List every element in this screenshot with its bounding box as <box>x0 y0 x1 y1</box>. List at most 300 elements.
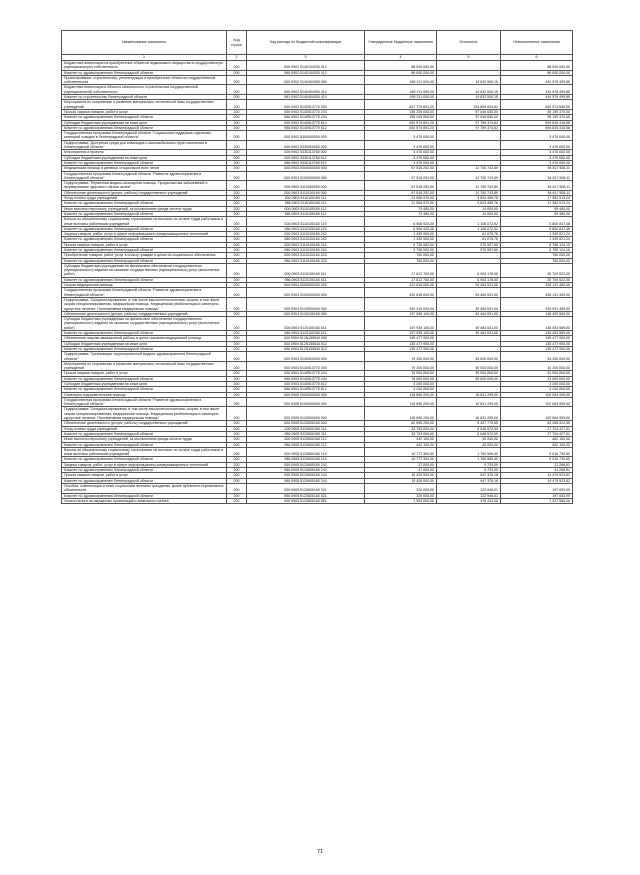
row-budget-code: 986 0903 5110100160 111 <box>247 201 365 206</box>
row-budget-code: 000 0903 5110100160 611 <box>247 263 365 277</box>
row-approved: 343 416 000,00 <box>365 297 437 311</box>
column-number: 6 <box>501 55 573 61</box>
row-line-code: 200 <box>227 258 247 263</box>
row-line-code: 200 <box>227 211 247 216</box>
row-approved: 37 000,00 <box>365 468 437 473</box>
row-executed: - <box>437 70 501 75</box>
table-row <box>62 201 573 206</box>
row-executed: 154 805 004,62 <box>437 100 501 110</box>
row-remaining: 88 000 000,00 <box>501 70 573 75</box>
table-row <box>62 437 573 442</box>
row-executed: 5 733,09 <box>437 462 501 467</box>
table-row <box>62 206 573 211</box>
row-budget-code: 000 0905 5120600160 111 <box>247 426 365 431</box>
row-line-code: 200 <box>227 155 247 160</box>
row-remaining: 102 064 905,00 <box>501 397 573 407</box>
row-budget-code: 000 0905 5120600160 321 <box>247 483 365 493</box>
row-budget-code: 986 0904 512N155540 612 <box>247 346 365 351</box>
row-budget-code: 000 0902 5140404300 414 <box>247 85 365 95</box>
row-approved: 3 200 000,00 <box>365 387 437 392</box>
row-budget-code: 986 0904 5140513770 244 <box>247 376 365 381</box>
row-approved: 10 777 300,00 <box>365 447 437 457</box>
row-remaining: 3 470 000,00 <box>501 140 573 150</box>
row-line-code: 200 <box>227 498 247 503</box>
row-line-code: 200 <box>227 100 247 110</box>
row-approved: 145 477 900,00 <box>365 341 437 346</box>
row-name: Иные выплаты персоналу учреждений, за исключением фонда оплаты труда <box>62 437 227 442</box>
row-budget-code: 986 0905 5120600160 242 <box>247 468 365 473</box>
row-executed: 475 434,00 <box>437 498 501 503</box>
row-remaining: 1 349 821,24 <box>501 232 573 237</box>
row-budget-code: 000 0903 5100000000 000 <box>247 171 365 181</box>
column-number: 2 <box>227 55 247 61</box>
row-name: Государственная программа Ленинградской области "Социальная поддержка отдельных категорий граждан в Ленинградской области" <box>62 131 227 141</box>
row-name: Подпрограмма "Первичная медико-санитарная помощь. Профилактика заболеваний и формирование здорового образа жизни" <box>62 181 227 191</box>
row-budget-code: 986 0905 5120600160 321 <box>247 493 365 498</box>
row-line-code: 200 <box>227 181 247 191</box>
row-approved: 320 000,00 <box>365 483 437 493</box>
row-approved: 76 000 000,00 <box>365 376 437 381</box>
column-number: 1 <box>62 55 227 61</box>
row-budget-code: 000 0905 5120600160 119 <box>247 447 365 457</box>
header-budget-code: Код расхода по бюджетной классификации <box>247 31 365 55</box>
row-approved: 847 779 691,20 <box>365 100 437 110</box>
row-executed: 14 632 500,15 <box>437 85 501 95</box>
row-remaining: 3 200 000,00 <box>501 387 573 392</box>
row-line-code: 200 <box>227 352 247 362</box>
row-line-code: 200 <box>227 150 247 155</box>
row-approved: 33 753 000,00 <box>365 426 437 431</box>
row-name: Обеспечение деятельности (услуги, работы) государственных учреждений <box>62 311 227 316</box>
row-name: Комитет по здравоохранению Ленинградской области <box>62 70 227 75</box>
row-executed: 1 760 569,40 <box>437 457 501 462</box>
row-name: Прочая закупка товаров, работ и услуг <box>62 109 227 114</box>
row-name: Субсидии бюджетным учреждениям на иные цели <box>62 341 227 346</box>
row-approved: 10 777 300,00 <box>365 457 437 462</box>
row-budget-code: 000 0905 5120600160 244 <box>247 473 365 478</box>
row-line-code: 200 <box>227 376 247 381</box>
table-row <box>62 190 573 195</box>
row-remaining: 1 427 566,00 <box>501 498 573 503</box>
row-budget-code: 000 0904 5140513770 244 <box>247 371 365 376</box>
row-executed: 12 700 743,89 <box>437 190 501 195</box>
table-row <box>62 217 573 227</box>
row-budget-code: 000 0905 5120600160 000 <box>247 421 365 426</box>
row-approved: 750 000,00 <box>365 253 437 258</box>
row-line-code: 200 <box>227 397 247 407</box>
row-remaining: 3 470 000,00 <box>501 155 573 160</box>
row-line-code: 200 <box>227 196 247 201</box>
row-name: Комитет по здравоохранению Ленинградской области <box>62 346 227 351</box>
table-row <box>62 468 573 473</box>
row-budget-code: 000 0903 5110100160 111 <box>247 196 365 201</box>
row-approved: 62 696 200,00 <box>365 421 437 426</box>
row-name: Субсидии бюджетным учреждениям на иные цели <box>62 382 227 387</box>
row-line-code: 200 <box>227 283 247 288</box>
row-name: Комитет по здравоохранению Ленинградской области <box>62 457 227 462</box>
row-executed: 49 484 531,00 <box>437 331 501 336</box>
row-executed: 40 000,00 <box>437 442 501 447</box>
row-line-code: 200 <box>227 237 247 242</box>
column-number: 4 <box>365 55 437 61</box>
row-approved: 145 477 900,00 <box>365 336 437 341</box>
row-line-code: 200 <box>227 387 247 392</box>
row-executed: - <box>437 258 501 263</box>
row-line-code: 200 <box>227 61 247 71</box>
table-row <box>62 288 573 298</box>
row-name: Прочая закупка товаров, работ и услуг <box>62 242 227 247</box>
row-budget-code: 000 0904 5100000000 000 <box>247 288 365 298</box>
row-line-code: 200 <box>227 160 247 165</box>
row-approved: 118 696 200,00 <box>365 407 437 421</box>
row-budget-code: 986 0903 5110100160 112 <box>247 211 365 216</box>
row-name: Комитет по здравоохранению Ленинградской области <box>62 211 227 216</box>
row-name: Мероприятия по сохранению и развитию материально-технической базы государственных учреждений <box>62 361 227 371</box>
row-approved: 422 616 000,00 <box>365 283 437 288</box>
row-budget-code: 000 0904 0000000000 000 <box>247 283 365 288</box>
row-approved: 73 480,00 <box>365 211 437 216</box>
row-remaining: 328 131 469,00 <box>501 283 573 288</box>
row-name: Прочая закупка товаров, работ и услуг <box>62 371 227 376</box>
row-budget-code: 000 0904 5140000000 000 <box>247 352 365 362</box>
row-line-code: 200 <box>227 171 247 181</box>
row-remaining: 31 266,91 <box>501 468 573 473</box>
row-budget-code: 000 0905 5120600160 851 <box>247 498 365 503</box>
row-remaining: 402 100,00 <box>501 442 573 447</box>
row-line-code: 200 <box>227 131 247 141</box>
row-approved: 3 470 000,00 <box>365 160 437 165</box>
row-approved: 1 903 000,00 <box>365 498 437 503</box>
row-line-code: 200 <box>227 392 247 397</box>
row-remaining: 5 800 847,48 <box>501 217 573 227</box>
row-budget-code: 000 0902 5330113760 612 <box>247 155 365 160</box>
table-row <box>62 100 573 110</box>
row-name: Субсидии бюджетным учреждениям на финансовое обеспечение государственного (муниципального) задания на оказание государственных (муниципальных) услуг (выполнение работ) <box>62 263 227 277</box>
row-approved: 145 477 900,00 <box>365 346 437 351</box>
row-remaining: 27 704 427,01 <box>501 431 573 436</box>
row-executed: 49 484 531,00 <box>437 317 501 331</box>
table-row <box>62 447 573 457</box>
row-approved: 422 616 000,00 <box>365 288 437 298</box>
row-executed: - <box>437 387 501 392</box>
row-executed: - <box>437 150 501 155</box>
row-line-code: 200 <box>227 407 247 421</box>
row-approved: 6 908 920,00 <box>365 226 437 231</box>
row-budget-code: 986 0905 5120600160 111 <box>247 431 365 436</box>
row-name: Закупка товаров, работ, услуг в сфере информационно-коммуникационных технологий <box>62 462 227 467</box>
row-budget-code: 000 0904 5120000000 000 <box>247 297 365 311</box>
row-budget-code: 000 0902 5140513770 000 <box>247 100 365 110</box>
row-approved: 37 000,00 <box>365 462 437 467</box>
row-line-code: 200 <box>227 331 247 336</box>
row-line-code: 200 <box>227 336 247 341</box>
row-executed: 49 484 531,00 <box>437 311 501 316</box>
row-executed: 3 623 456,76 <box>437 201 501 206</box>
row-budget-code: 000 0903 5110100160 119 <box>247 217 365 227</box>
row-name: Иные выплаты персоналу учреждений, за исключением фонда оплаты труда <box>62 206 227 211</box>
row-executed: 970 957,85 <box>437 247 501 252</box>
row-executed: - <box>437 341 501 346</box>
row-approved: 15 426 900,00 <box>365 478 437 483</box>
row-executed: 122 946,01 <box>437 483 501 493</box>
row-approved: 27 612 700,00 <box>365 263 437 277</box>
row-executed: - <box>437 382 501 387</box>
row-budget-code: 986 0902 5140513770 612 <box>247 125 365 130</box>
row-budget-code: 000 0904 5140513770 000 <box>247 361 365 371</box>
row-executed: - <box>437 131 501 141</box>
row-budget-code: 000 0904 512N155540 612 <box>247 341 365 346</box>
row-approved: 118 696 200,00 <box>365 392 437 397</box>
row-name: Субсидии бюджетным учреждениям на иные цели <box>62 155 227 160</box>
row-executed: 94 484 531,00 <box>437 283 501 288</box>
row-line-code: 200 <box>227 288 247 298</box>
row-name: Проектирование, строительство, реконструкция и приобретение объектов государственной собственности <box>62 75 227 85</box>
row-name: Бюджетные инвестиции на приобретение объектов недвижимого имущества в государственную (муниципальную) собственность <box>62 61 227 71</box>
row-approved: 88 000 000,00 <box>365 70 437 75</box>
table-row <box>62 232 573 237</box>
row-line-code: 200 <box>227 226 247 231</box>
table-row <box>62 247 573 252</box>
table-row <box>62 376 573 381</box>
row-remaining: 402 100,00 <box>501 437 573 442</box>
row-executed: - <box>437 140 501 150</box>
row-remaining: 54 817 508,11 <box>501 190 573 195</box>
row-executed: 16 631 295,00 <box>437 392 501 397</box>
row-budget-code: 000 0902 5330113760 000 <box>247 150 365 155</box>
row-executed: 14 000,00 <box>437 211 501 216</box>
row-budget-code: 000 0905 5120000000 000 <box>247 407 365 421</box>
table-row <box>62 140 573 150</box>
table-row <box>62 352 573 362</box>
row-line-code: 200 <box>227 109 247 114</box>
row-approved: 197 938 100,00 <box>365 311 437 316</box>
row-executed: 97 759 374,62 <box>437 125 501 130</box>
row-executed: 9 407 775,65 <box>437 421 501 426</box>
row-remaining: 594 815 316,58 <box>501 120 573 125</box>
row-budget-code: 986 0905 5120600160 119 <box>247 457 365 462</box>
row-name: Приобретение товаров, работ, услуг в пользу граждан в целях их социального обеспечения <box>62 253 227 258</box>
table-row <box>62 95 573 100</box>
row-executed: 1 760 569,40 <box>437 447 501 457</box>
row-budget-code: 000 0903 5110100160 242 <box>247 232 365 237</box>
row-approved: 27 612 700,00 <box>365 277 437 282</box>
row-remaining: 444 578 499,85 <box>501 95 573 100</box>
row-budget-code: 000 0903 0000000000 000 <box>247 166 365 171</box>
budget-execution-table <box>61 30 573 504</box>
row-executed: 12 700 743,89 <box>437 181 501 191</box>
row-approved: 9 736 082,00 <box>365 247 437 252</box>
row-approved: 692 574 691,20 <box>365 120 437 125</box>
row-line-code: 200 <box>227 201 247 206</box>
row-name: Фонд оплаты труда учреждений <box>62 196 227 201</box>
row-remaining: 8 765 124,15 <box>501 247 573 252</box>
row-approved: 3 470 000,00 <box>365 140 437 150</box>
row-approved: 67 518 252,00 <box>365 181 437 191</box>
row-remaining: 54 817 508,11 <box>501 166 573 171</box>
table-row <box>62 311 573 316</box>
row-remaining: 3 200 000,00 <box>501 382 573 387</box>
header-line-code: Код строки <box>227 31 247 55</box>
row-budget-code: 000 0902 5140404300 000 <box>247 75 365 85</box>
row-remaining: 328 131 469,00 <box>501 288 573 298</box>
row-remaining: 145 477 900,00 <box>501 336 573 341</box>
row-line-code: 200 <box>227 361 247 371</box>
row-name: Мероприятия и проекты <box>62 150 227 155</box>
row-budget-code: 986 0902 5140513770 244 <box>247 115 365 120</box>
row-approved: 3 470 000,00 <box>365 150 437 155</box>
table-row <box>62 125 573 130</box>
row-line-code: 200 <box>227 253 247 258</box>
row-name: Мероприятия по сохранению и развитию материально-технической базы государственных учреждений <box>62 100 227 110</box>
row-remaining: 3 470 000,00 <box>501 150 573 155</box>
row-remaining: 3 470 000,00 <box>501 131 573 141</box>
row-line-code: 200 <box>227 442 247 447</box>
row-approved: 67 518 252,00 <box>365 171 437 181</box>
row-remaining: 59 480,00 <box>501 211 573 216</box>
row-remaining: 750 000,00 <box>501 258 573 263</box>
row-name: Подпрограмма "Специализированная, в том числе высокотехнологичная, скорая, в том числе скорая специализированная, медицинская помощь. Медицинская реабилитация и санаторно-курортное лечение. Паллиативная медицинская помощь" <box>62 407 227 421</box>
row-line-code: 200 <box>227 70 247 75</box>
row-budget-code: 000 0904 512N155540 000 <box>247 336 365 341</box>
row-name: Комитет по строительству Ленинградской области <box>62 95 227 100</box>
row-name: Комитет по здравоохранению Ленинградской области <box>62 478 227 483</box>
row-line-code: 200 <box>227 263 247 277</box>
table-row <box>62 498 573 503</box>
row-name: Закупка товаров, работ, услуг в сфере информационно-коммуникационных технологий <box>62 232 227 237</box>
row-executed: 12 700 743,89 <box>437 171 501 181</box>
row-executed: 45 000 000,00 <box>437 371 501 376</box>
table-row <box>62 442 573 447</box>
row-name: Подпрограмма "Организация территориальной модели здравоохранения Ленинградской области" <box>62 352 227 362</box>
row-approved: 155 205 000,00 <box>365 115 437 120</box>
row-name: Медицинская помощь в дневных стационарах всех типов <box>62 166 227 171</box>
row-remaining: 31 000 000,00 <box>501 376 573 381</box>
table-header-row <box>62 31 573 55</box>
row-name: Обеспечение закупки авиационной работы в целях оказания медицинской помощи <box>62 336 227 341</box>
row-executed: - <box>437 61 501 71</box>
row-line-code: 200 <box>227 483 247 493</box>
row-name: Комитет по здравоохранению Ленинградской области <box>62 201 227 206</box>
row-name: Обеспечение деятельности (услуги, работы) государственных учреждений <box>62 190 227 195</box>
row-approved: 750 000,00 <box>365 258 437 263</box>
row-remaining: 20 709 522,00 <box>501 263 573 277</box>
table-row <box>62 120 573 125</box>
row-remaining: 1 349 821,24 <box>501 237 573 242</box>
row-name: Комитет по здравоохранению Ленинградской области <box>62 115 227 120</box>
row-remaining: 59 480,00 <box>501 206 573 211</box>
row-name: Санаторно-оздоровительная помощь <box>62 392 227 397</box>
row-budget-code: 986 0903 5110100160 119 <box>247 226 365 231</box>
row-approved: 76 000 000,00 <box>365 371 437 376</box>
table-row <box>62 361 573 371</box>
row-name: Прочая закупка товаров, работ и услуг <box>62 473 227 478</box>
row-budget-code: 986 0903 5110100160 242 <box>247 237 365 242</box>
row-line-code: 200 <box>227 431 247 436</box>
row-name: Комитет по здравоохранению Ленинградской области <box>62 258 227 263</box>
row-name: Подпрограмма "Доступная среда для инвалидов и маломобильных групп населения в Ленинградской области" <box>62 140 227 150</box>
row-budget-code: 000 0902 5330000000 000 <box>247 140 365 150</box>
row-approved: 79 200 000,00 <box>365 352 437 362</box>
row-executed: 5 733,09 <box>437 468 501 473</box>
page-number: 71 <box>316 849 324 855</box>
row-executed: 14 632 500,15 <box>437 95 501 100</box>
table-row <box>62 181 573 191</box>
header-indicator-name: Наименование показателя <box>62 31 227 55</box>
table-row <box>62 331 573 336</box>
row-remaining: 148 453 569,00 <box>501 317 573 331</box>
row-approved: 197 938 100,00 <box>365 331 437 336</box>
row-executed: 6 048 572,99 <box>437 426 501 431</box>
row-line-code: 200 <box>227 217 247 227</box>
row-approved: 459 211 000,00 <box>365 95 437 100</box>
row-name: Комитет по здравоохранению Ленинградской области <box>62 160 227 165</box>
row-name: Комитет по здравоохранению Ленинградской области <box>62 226 227 231</box>
row-budget-code: 000 0903 5110100160 244 <box>247 242 365 247</box>
row-name: Комитет по здравоохранению Ленинградской области <box>62 376 227 381</box>
row-approved: 155 205 000,00 <box>365 109 437 114</box>
row-approved: 15 426 900,00 <box>365 473 437 478</box>
row-line-code: 200 <box>227 317 247 331</box>
header-approved: Утвержденные бюджетные назначения <box>365 31 437 55</box>
row-budget-code: 000 0904 5120100160 611 <box>247 317 365 331</box>
row-executed: 947 376,18 <box>437 478 501 483</box>
row-line-code: 200 <box>227 371 247 376</box>
row-remaining: 34 200 000,00 <box>501 352 573 362</box>
table-row <box>62 226 573 231</box>
row-approved: 6 908 920,00 <box>365 217 437 227</box>
row-remaining: 54 817 508,11 <box>501 181 573 191</box>
table-row <box>62 297 573 311</box>
row-remaining: 53 288 424,35 <box>501 421 573 426</box>
row-approved: 88 000 000,00 <box>365 61 437 71</box>
row-line-code: 200 <box>227 232 247 237</box>
row-remaining: 8 765 124,15 <box>501 242 573 247</box>
row-executed: 49 484 531,00 <box>437 297 501 311</box>
table-row <box>62 85 573 95</box>
column-number: 5 <box>437 55 501 61</box>
row-budget-code: 986 0903 5110100160 323 <box>247 258 365 263</box>
row-executed: 6 903 178,00 <box>437 263 501 277</box>
row-name: Комитет по здравоохранению Ленинградской области <box>62 247 227 252</box>
row-name: Комитет по здравоохранению Ленинградской области <box>62 468 227 473</box>
row-remaining: 88 000 000,00 <box>501 61 573 71</box>
row-approved: 9 736 082,00 <box>365 242 437 247</box>
table-row <box>62 457 573 462</box>
row-approved: 197 938 100,00 <box>365 317 437 331</box>
row-budget-code: 000 0903 5110000000 000 <box>247 181 365 191</box>
row-executed: 6 048 572,99 <box>437 431 501 436</box>
row-remaining: 148 453 569,00 <box>501 311 573 316</box>
row-budget-code: 000 0902 5140104200 412 <box>247 61 365 71</box>
row-budget-code: 000 0903 5110100160 000 <box>247 190 365 195</box>
row-name: Государственная программа Ленинградской области "Развитие здравоохранения в Ленинградской области" <box>62 288 227 298</box>
header-executed: Исполнено <box>437 31 501 55</box>
row-name: Субсидии бюджетным учреждениям на финансовое обеспечение государственного (муниципального) задания на оказание государственных (муниципальных) услуг (выполнение работ) <box>62 317 227 331</box>
row-budget-code: 000 0902 5140513770 244 <box>247 109 365 114</box>
row-line-code: 200 <box>227 473 247 478</box>
table-row <box>62 397 573 407</box>
row-executed: - <box>437 155 501 160</box>
row-approved: 67 518 252,00 <box>365 166 437 171</box>
row-budget-code: 986 0905 5120600160 112 <box>247 442 365 447</box>
row-name: Комитет по здравоохранению Ленинградской области <box>62 442 227 447</box>
table-row <box>62 263 573 277</box>
row-remaining: 102 064 905,00 <box>501 392 573 397</box>
row-line-code: 200 <box>227 311 247 316</box>
row-name: Государственная программа Ленинградской области "Развитие здравоохранения в Ленинградской области" <box>62 397 227 407</box>
row-executed: - <box>437 253 501 258</box>
table-row <box>62 421 573 426</box>
